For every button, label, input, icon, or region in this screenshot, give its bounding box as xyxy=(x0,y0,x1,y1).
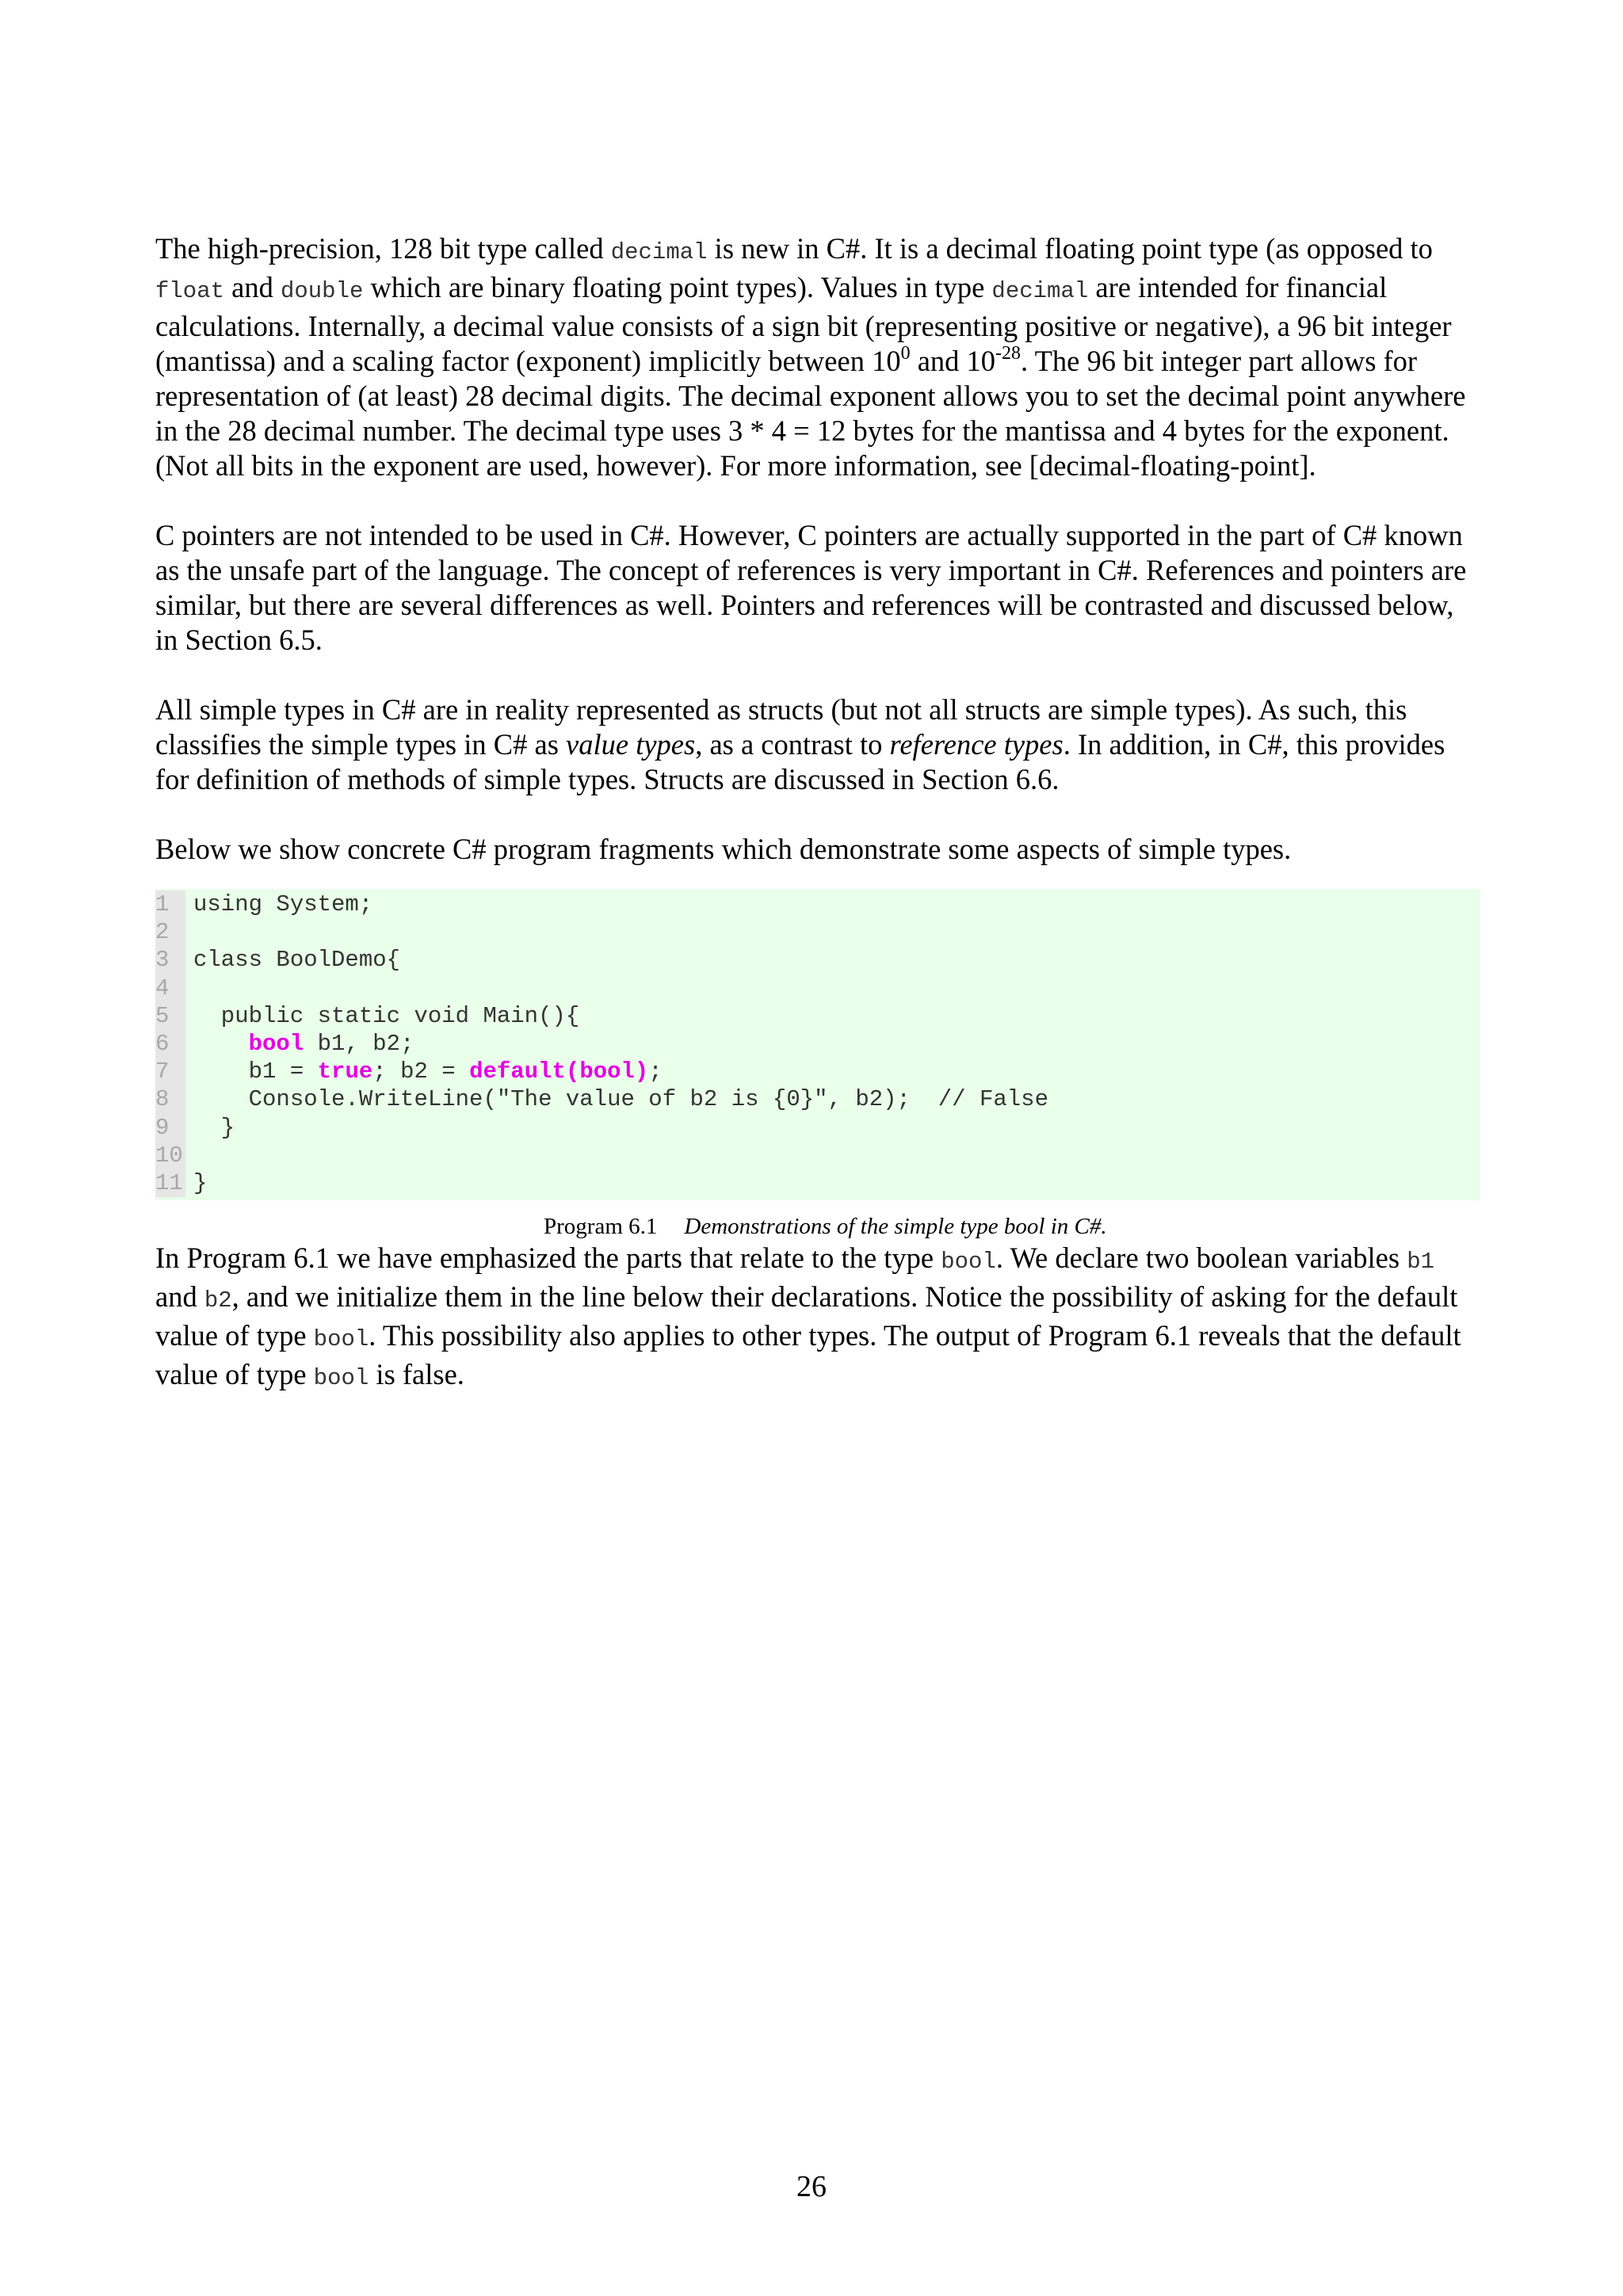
superscript-exponent: 0 xyxy=(900,342,911,364)
code-line xyxy=(155,1058,1480,1085)
text-run: which are binary floating point types). Values in type xyxy=(363,271,992,303)
code-indent xyxy=(193,1031,249,1057)
emphasis-value-types: value types xyxy=(566,728,696,761)
code-text: } xyxy=(193,1114,235,1141)
text-run: and 10 xyxy=(910,345,996,377)
inline-code-b2: b2 xyxy=(204,1287,232,1314)
text-run: and xyxy=(224,271,281,303)
line-number: 4 xyxy=(155,974,185,1002)
code-text: public static void Main(){ xyxy=(193,1002,580,1029)
code-line xyxy=(155,1169,1480,1197)
paragraph-intro: Below we show concrete C# program fragments which demonstrate some aspects of simple types. xyxy=(155,833,1292,865)
inline-code-decimal: decimal xyxy=(610,239,708,265)
line-number: 1 xyxy=(155,891,185,918)
text-run: . In addition, in C#, this provides for definition of methods of simple types. Structs are discussed in Section 6.6. xyxy=(155,728,1445,795)
superscript-exponent: -28 xyxy=(995,342,1022,364)
paragraph-pointers: C pointers are not intended to be used in C#. However, C pointers are actually supported in the part of C# known as the unsafe part of the language. The concept of references is very important in C#. References and pointers are similar, but there are several differences as well. Pointers and references will be contrasted and discussed below, in Section 6.5. xyxy=(155,519,1467,656)
page-content xyxy=(155,231,1480,1431)
code-run: b1 = xyxy=(193,1058,318,1085)
text-run: are intended for financial calculations. Internally, a decimal value consists of a sign bit (representing positive or negative), a 96 bit integer (mantissa) and a scaling factor (exponent) implicitly between 10 xyxy=(155,271,1452,377)
caption-label: Program 6.1 xyxy=(544,1214,658,1240)
program-caption xyxy=(544,1213,1146,1241)
line-number: 3 xyxy=(155,946,185,974)
code-text: Console.WriteLine("The value of b2 is {0}", b2); // False xyxy=(193,1086,1048,1113)
text-run: is false. xyxy=(369,1358,464,1391)
inline-code-bool: bool xyxy=(313,1326,369,1353)
code-line xyxy=(155,918,1480,946)
code-line xyxy=(155,1085,1480,1113)
page-number: 26 xyxy=(796,2170,827,2203)
text-run: . We declare two boolean variables xyxy=(995,1241,1407,1275)
line-number: 8 xyxy=(155,1085,185,1113)
code-line xyxy=(155,1030,1480,1058)
code-text: } xyxy=(193,1169,208,1196)
paragraph-structs xyxy=(155,692,1480,797)
code-text xyxy=(193,1058,663,1085)
inline-code-b1: b1 xyxy=(1407,1249,1435,1276)
keyword-highlight: default(bool) xyxy=(469,1058,649,1085)
line-number: 9 xyxy=(155,1114,185,1142)
inline-code-decimal: decimal xyxy=(991,278,1089,304)
text-run: . The 96 bit integer part allows for representation of (at least) 28 decimal digits. The decimal exponent allows you to set the decimal point anywhere in the 28 decimal number. The decimal type uses 3 * 4 = 12 bytes for the mantissa and 4 bytes for the exponent. (Not all bits in the exponent are used, however). For more information, see [decimal-floating-point]. xyxy=(155,345,1466,482)
line-number: 10 xyxy=(155,1142,185,1169)
line-number: 2 xyxy=(155,918,185,946)
emphasis-reference-types: reference types xyxy=(889,728,1064,761)
keyword-highlight: true xyxy=(317,1058,373,1085)
line-number: 6 xyxy=(155,1030,185,1058)
text-run: , and we initialize them in the line below their declarations. Notice the possibility of asking for the default value of type xyxy=(155,1280,1458,1352)
text-run: In Program 6.1 we have emphasized the parts that relate to the type xyxy=(155,1241,941,1275)
inline-code-double: double xyxy=(280,278,364,304)
code-listing xyxy=(155,889,1480,1200)
keyword-highlight: bool xyxy=(248,1030,304,1057)
text-run: . This possibility also applies to other types. The output of Program 6.1 reveals that the default value of type xyxy=(155,1319,1461,1391)
code-line xyxy=(155,1114,1480,1142)
line-number: 11 xyxy=(155,1169,185,1197)
paragraph-explanation xyxy=(155,1241,1480,1396)
text-run: All simple types in C# are in reality represented as structs (but not all structs are simple types). As such, this classifies the simple types in C# as xyxy=(155,693,1407,761)
code-line xyxy=(155,1142,1480,1169)
inline-code-bool: bool xyxy=(941,1249,996,1276)
code-run: ; xyxy=(648,1058,663,1085)
paragraph-decimal-type xyxy=(155,231,1480,483)
code-line xyxy=(155,891,1480,918)
code-line xyxy=(155,946,1480,974)
inline-code-float: float xyxy=(155,278,225,304)
code-line xyxy=(155,974,1480,1002)
code-text xyxy=(193,1030,414,1058)
inline-code-bool: bool xyxy=(313,1365,369,1392)
code-line xyxy=(155,1002,1480,1030)
code-run: b1, b2; xyxy=(304,1030,414,1057)
line-number: 5 xyxy=(155,1002,185,1030)
code-run: ; b2 = xyxy=(372,1058,470,1085)
code-text: class BoolDemo{ xyxy=(193,947,401,974)
text-run: is new in C#. It is a decimal floating point type (as opposed to xyxy=(707,232,1433,265)
text-run: , as a contrast to xyxy=(695,728,890,761)
line-number: 7 xyxy=(155,1058,185,1085)
caption-text: Demonstrations of the simple type bool in C#. xyxy=(684,1214,1107,1240)
code-text: using System; xyxy=(193,891,373,917)
text-run: and xyxy=(155,1280,204,1314)
text-run: The high-precision, 128 bit type called xyxy=(155,232,611,265)
